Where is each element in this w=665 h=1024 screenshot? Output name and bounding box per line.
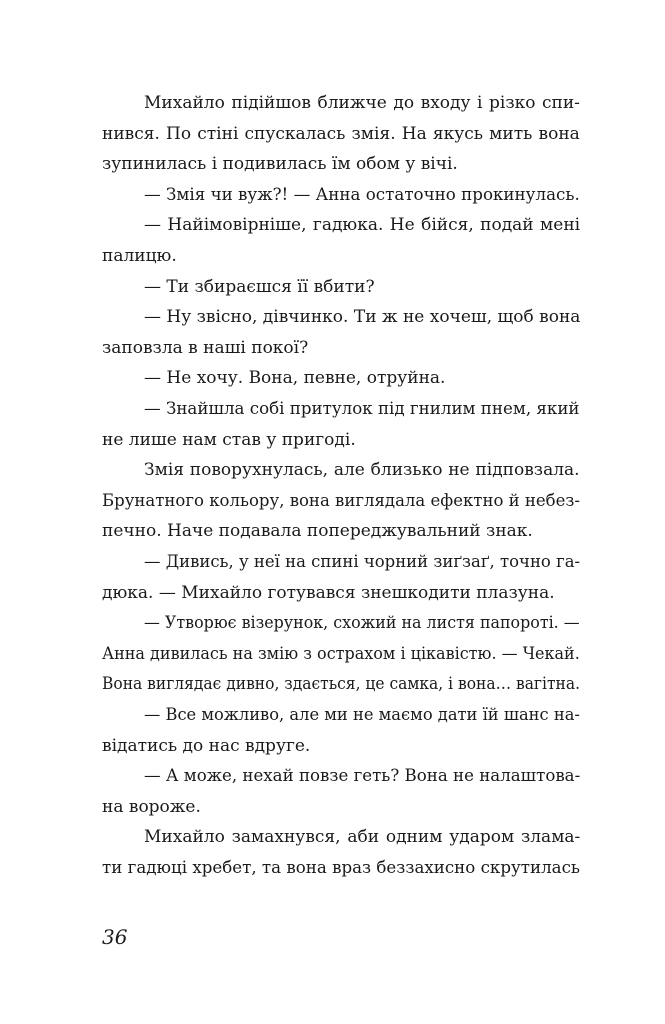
text-line: Михайло замахнувся, аби одним ударом злама- <box>144 827 581 848</box>
page-number: 36 <box>102 925 128 949</box>
text-line: палицю. <box>102 246 177 266</box>
text-line: — Найімовірніше, гадюка. Не бійся, подай мені <box>144 215 581 236</box>
text-line: — Ти збираєшся її вбити? <box>144 276 375 297</box>
text-line: Анна дивилась на змію з острахом і цікавістю. — Чекай. <box>102 643 580 664</box>
text-line: печно. Наче подавала попереджувальний знак. <box>102 521 533 542</box>
text-line: — Утворює візерунок, схожий на листя папороті. — <box>144 613 580 634</box>
text-line: ти гадюці хребет, та вона враз беззахисно скрутилась <box>102 858 581 878</box>
text-line: — Ну звісно, дівчинко. Ти ж не хочеш, щоб вона <box>144 307 581 328</box>
text-line: — Все можливо, але ми не маємо дати їй шанс на- <box>144 705 580 725</box>
text-line: нився. По стіні спускалась змія. На якусь мить вона <box>102 123 580 144</box>
text-line: Змія поворухнулась, але близько не підповзала. <box>144 460 580 481</box>
text-line: — Дивись, у неї на спині чорний зиґзаґ, точно га- <box>144 552 581 572</box>
text-line: — Змія чи вуж?! — Анна остаточно прокинулась. <box>144 184 580 205</box>
text-line: — А може, нехай повзе геть? Вона не налаштова- <box>144 766 581 787</box>
text-line: Вона виглядає дивно, здається, це самка, і вона… вагітна. <box>102 674 581 695</box>
text-line: заповзла в наші покої? <box>102 337 309 358</box>
text-line: — Знайшла собі притулок під гнилим пнем, який <box>144 399 580 419</box>
text-line: Брунатного кольору, вона виглядала ефектно й небез- <box>102 490 580 511</box>
text-line: — Не хочу. Вона, певне, отруйна. <box>144 368 446 389</box>
text-line: на вороже. <box>102 796 201 817</box>
text-line: відатись до нас вдруге. <box>102 735 311 756</box>
text-line: не лише нам став у пригоді. <box>102 429 356 450</box>
text-line: зупинилась і подивилась їм обом у вічі. <box>102 154 458 175</box>
text-line: Михайло підійшов ближче до входу і різко спи- <box>144 93 580 113</box>
text-line: дюка. — Михайло готувався знешкодити плазуна. <box>102 582 555 603</box>
